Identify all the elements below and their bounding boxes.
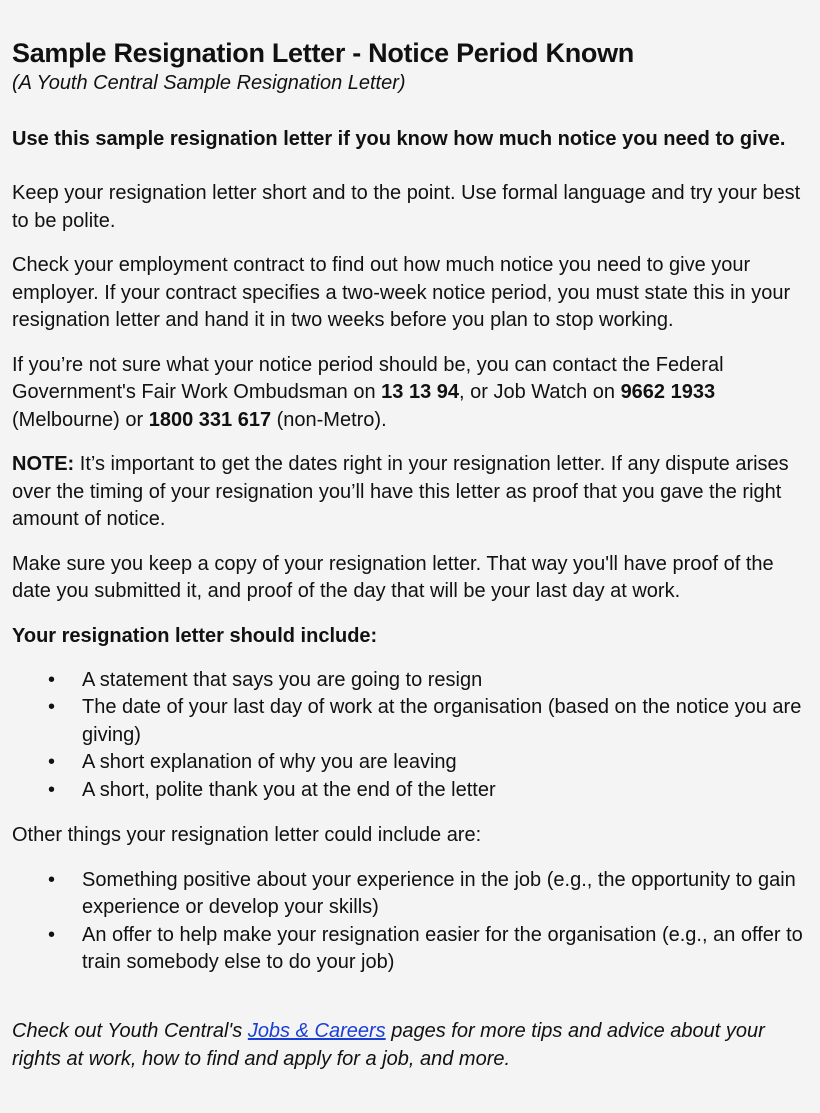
jobs-careers-link[interactable]: Jobs & Careers	[247, 1019, 386, 1042]
list-item: • Something positive about your experience in the job (e.g., the opportunity to gain experience or develop your skills)	[48, 868, 796, 918]
list-item: • A short explanation of why you are leaving	[12, 749, 808, 777]
closing-text-1: Check out Youth Central's	[12, 1019, 248, 1042]
include-heading: Your resignation letter should include:	[12, 624, 378, 647]
list-item: • The date of your last day of work at the organisation (based on the notice you are giving)	[48, 696, 802, 746]
paragraph-notice-contacts	[12, 352, 808, 435]
job-watch-nonmetro-phone: 1800 331 617	[148, 408, 272, 431]
contacts-text-1: If you’re not sure what your notice period should be, you can contact the Federal Government's Fair Work Ombudsman on	[12, 353, 724, 403]
fair-work-phone: 13 13 94	[381, 381, 459, 403]
paragraph-keep-copy: Make sure you keep a copy of your resignation letter. That way you'll have proof of the date you submitted it, and proof of the day that will be your last day at work.	[12, 552, 774, 602]
list-item: • A short, polite thank you at the end of the letter	[12, 777, 808, 805]
page-subtitle: (A Youth Central Sample Resignation Letter)	[12, 72, 406, 94]
paragraph-check-contract: Check your employment contract to find out how much notice you need to give your employer. If your contract specifies a two-week notice period, you must state this in your resignation letter and hand it in two weeks before you plan to stop working.	[12, 254, 791, 331]
note-label: NOTE:	[12, 453, 75, 475]
include-list	[12, 667, 808, 805]
job-watch-melbourne-phone: 9662 1933	[620, 381, 716, 403]
other-intro: Other things your resignation letter could include are:	[12, 824, 482, 846]
closing-text-2: pages for more tips and advice about your rights at work, how to find and apply for a job, and more.	[12, 1019, 765, 1070]
bullet-icon: •	[48, 923, 56, 946]
bullet-icon: •	[48, 668, 56, 691]
bullet-icon: •	[48, 751, 56, 773]
bullet-icon: •	[48, 696, 56, 718]
other-list	[12, 867, 808, 977]
bullet-icon: •	[48, 868, 56, 891]
paragraph-keep-short: Keep your resignation letter short and to the point. Use formal language and try your best to be polite.	[12, 182, 801, 232]
contacts-text-4: (non-Metro).	[271, 408, 387, 431]
list-item: • An offer to help make your resignation easier for the organisation (e.g., an offer to train somebody else to do your job)	[48, 923, 803, 973]
list-item: • A statement that says you are going to resign	[12, 667, 808, 695]
lead-statement: Use this sample resignation letter if you know how much notice you need to give.	[12, 128, 786, 150]
closing-paragraph	[12, 1017, 808, 1073]
contacts-text-2: , or Job Watch on	[459, 381, 621, 403]
note-text: It’s important to get the dates right in your resignation letter. If any dispute arises over the timing of your resignation you’ll have this letter as proof that you gave the right amount of notice.	[12, 453, 789, 530]
page-title: Sample Resignation Letter - Notice Period Known	[12, 38, 634, 68]
contacts-text-3: (Melbourne) or	[12, 408, 149, 431]
paragraph-note	[12, 451, 808, 534]
bullet-icon: •	[48, 778, 56, 801]
